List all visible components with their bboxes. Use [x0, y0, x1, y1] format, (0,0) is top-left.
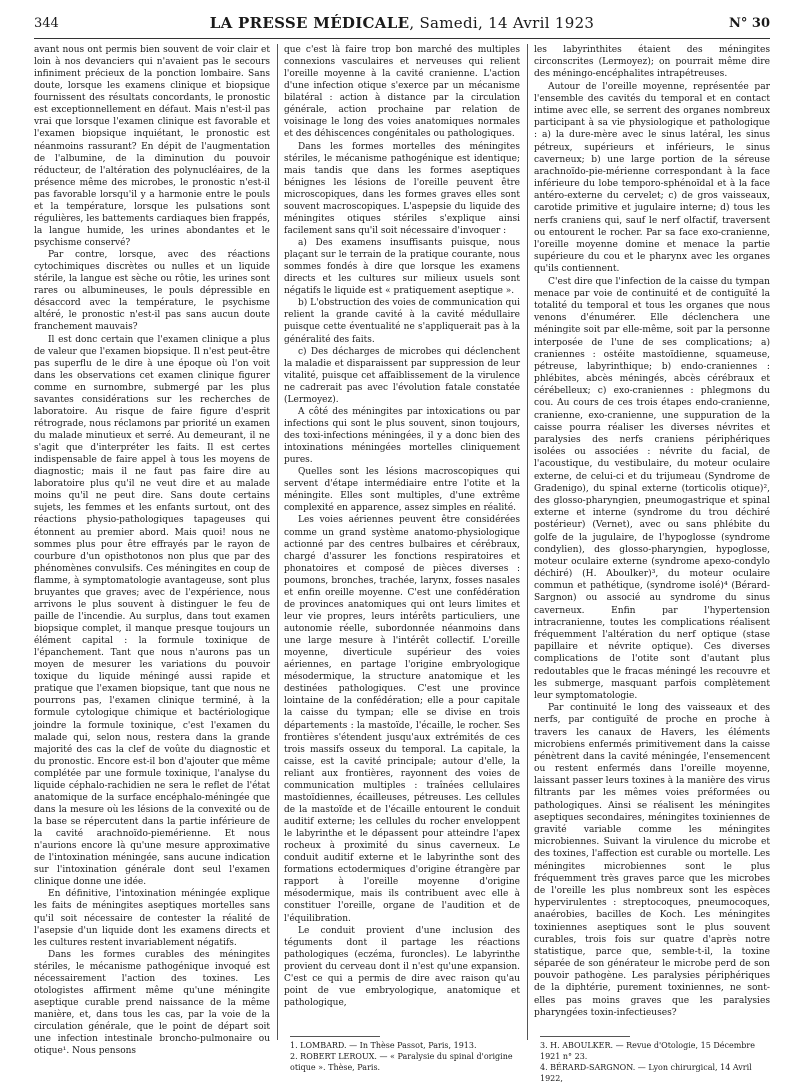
paragraph: b) L'obstruction des voies de communication qui relient la grande cavité à la cavité médullaire puisque cette éventualité ne s'appliquerait pas à la généralité des faits. [284, 298, 520, 345]
journal-name: LA PRESSE MÉDICALE [209, 14, 410, 32]
column-middle [284, 44, 520, 1009]
issue-date: , Samedi, 14 Avril 1923 [409, 14, 595, 32]
column-left [34, 44, 270, 1057]
page-number: 344 [34, 16, 59, 31]
footnote: 4. BÉRARD-SARGNON. — Lyon chirurgical, 14 Avril 1922, [540, 1063, 752, 1083]
paragraph: Dans les formes mortelles des méningites stériles, le mécanisme pathogénique est identique; mais tandis que dans les formes aseptiques bénignes les lésions de l'oreille peuvent être microscopiques, dans les formes graves elles sont souvent macroscopiques. L'aspepsie du liquide des méningites otiques stériles s'explique ainsi facilement sans qu'il soit nécessaire d'invoquer : [284, 141, 520, 236]
header-rule [34, 38, 770, 39]
paragraph: Le conduit provient d'une inclusion des téguments dont il partage les réactions pathologiques (eczéma, furoncles). Le labyrinthe provient du cerveau dont il n'est qu'une expansion. C'est ce qui a permis de dire avec raison qu'au point de vue embryologique, anatomique et pathologique, [284, 925, 520, 1008]
paragraph: Les voies aériennes peuvent être considérées comme un grand système anatomo-physiologique actionné par des centres bulbaires et cérébraux, chargé d'assurer les fonctions respiratoires et phonatoires et composé de pièces diverses : poumons, bronches, trachée, larynx, fosses nasales et enfin oreille moyenne. C'est une confédération de provinces anatomiques qui ont leurs limites et leur vie propres, leurs intérêts particuliers, une autonomie réelle, subordonnée néanmoins dans une large mesure à l'intérêt collectif. L'oreille moyenne, diverticule supérieur des voies aériennes, en partage l'origine embryologique mésodermique, la structure anatomique et les destinées pathologiques. C'est une province lointaine de la confédération; elle a pour capitale la caisse du tympan; elle se divise en trois départements : la mastoïde, l'écaille, le rocher. Ses frontières s'étendent jusqu'aux extrémités de ces trois massifs osseux du temporal. La capitale, la caisse, est la cavité principale; autour d'elle, la reliant aux frontières, rayonnent des voies de communication multiples : traînées cellulaires mastoïdiennes, écailleuses, pétreuses. Les cellules de la mastoïde et de l'écaille entourent le conduit auditif externe; les cellules du rocher enveloppent le labyrinthe et le dépassent pour atteindre l'apex rocheux à proximité du sinus caverneux. Le conduit auditif externe et le labyrinthe sont des formations ectodermiques d'origine étrangère par rapport à l'oreille moyenne d'origine mésodermique, mais ils contribuent avec elle à constituer l'oreille, organe de l'audition et de l'équilibration. [284, 515, 520, 924]
column-divider [527, 44, 528, 1040]
footnote: 1. LOMBARD. — In Thèse Passot, Paris, 1913. [290, 1041, 477, 1050]
paragraph: Par continuité le long des vaisseaux et des nerfs, par contiguïté de proche en proche à travers les canaux de Havers, les éléments microbiens enfermés primitivement dans la caisse pénètrent dans la cavité méningée, l'ensemencent ou restent enfermés dans l'oreille moyenne, laissant passer leurs toxines à la manière des virus filtrants par les mêmes voies préformées ou pathologiques. Ainsi se réalisent les méningites aseptiques secondaires, méningites toxiniennes de gravité variable comme les méningites microbiennes. Suivant la virulence du microbe et des toxines, l'affection est curable ou mortelle. Les méningites microbiennes sont le plus fréquemment très graves parce que les microbes de l'oreille les plus nombreux sont les espèces hypervirulentes : streptocoques, pneumocoques, anaérobies, bacilles de Koch. Les méningites toxiniennes aseptiques sont le plus souvent curables, trois fois sur quatre d'après notre statistique, parce que, semble-t-il, la toxine séparée de son générateur le microbe perd de son pouvoir pathogène. Les paralysies périphériques de la diphtérie, purement toxiniennes, ne sont-elles pas moins graves que les paralysies pharyngées toxin-infectieuses? [534, 703, 770, 1018]
column-right [534, 44, 770, 1019]
paragraph: Autour de l'oreille moyenne, représentée par l'ensemble des cavités du temporal et en contact intime avec elle, se serrent des organes nombreux participant à sa vie physiologique et pathologique : a) la dure-mère avec le sinus latéral, les sinus pétreux, supérieurs et inférieurs, le sinus caverneux; b) une large portion de la séreuse arachnoïdo-pie-mérienne correspondant à la face inférieure du lobe temporo-sphénoïdal et à la face antéro-externe du cervelet; c) de gros vaisseaux, carotide primitive et jugulaire interne; d) tous les nerfs craniens qui, sauf le nerf olfactif, traversent ou entourent le rocher. Par sa face exo-cranienne, l'oreille moyenne domine et menace la partie supérieure du cou et le pharynx avec les organes qu'ils contiennent. [534, 81, 770, 275]
paragraph: avant nous ont permis bien souvent de voir clair et loin à nos devanciers qui n'avaient pas le secours infiniment précieux de la ponction lombaire. Sans doute, lorsque les examens clinique et biopsique fournissent des résultats concordants, le pronostic est exceptionnellement en défaut. Mais n'est-il pas vrai que lorsque l'examen clinique est favorable et l'examen biopsique inquiétant, le pronostic est néanmoins rassurant? En dépit de l'augmentation de l'albumine, de la diminution du pouvoir réducteur, de l'altération des polynucléaires, de la présence même des microbes, le pronostic n'est-il pas favorable lorsqu'il y a harmonie entre le pouls et la température, lorsque les pulsations sont régulières, les battements cardiaques bien frappés, la langue humide, les urines abondantes et le psychisme conservé? [34, 45, 270, 248]
paragraph: A côté des méningites par intoxications ou par infections qui sont le plus souvent, sinon toujours, des toxi-infections méningées, il y a donc bien des intoxinations méningées mortelles cliniquement pures. [284, 406, 520, 466]
footnote-rule [290, 1036, 380, 1037]
paragraph: Quelles sont les lésions macroscopiques qui servent d'étape intermédiaire entre l'otite et la méningite. Elles sont multiples, d'une extrême complexité en apparence, assez simples en réalité. [284, 467, 520, 514]
issue-number: N° 30 [729, 16, 770, 31]
paragraph: c) Des décharges de microbes qui déclenchent la maladie et disparaissent par suppression de leur vitalité, puisque cet affaiblissement de la virulence ne cadrerait pas avec l'évolution fatale constatée (Lermoyez). [284, 346, 520, 405]
footnote: 3. H. ABOULKER. — Revue d'Otologie, 15 Décembre 1921 n° 23. [540, 1041, 755, 1061]
paragraph: les labyrinthites étaient des méningites circonscrites (Lermoyez); on pourrait même dire des méningo-encéphalites intrapétreuses. [534, 45, 770, 80]
paragraph: que c'est là faire trop bon marché des multiples connexions vasculaires et nerveuses qui relient l'oreille moyenne à la cavité cranienne. L'action d'une infection otique s'exerce par un mécanisme bilatéral : action à distance par la circulation générale, action prochaine par relation de voisinage le long des voies anatomiques normales et des déhiscences congénitales ou pathologiques. [284, 45, 520, 140]
footnotes-middle [290, 1040, 526, 1073]
footnote: 2. ROBERT LEROUX. — « Paralysie du spinal d'origine otique ». Thèse, Paris. [290, 1052, 513, 1072]
page-header [34, 14, 770, 36]
paragraph: Il est donc certain que l'examen clinique a plus de valeur que l'examen biopsique. Il n'est peut-être pas superflu de le dire à une époque où l'on voit dans les observations cet examen clinique figurer comme en surnombre, submergé par les plus savantes considérations sur les recherches de laboratoire. Au risque de faire figure d'esprit rétrograde, nous réclamons par priorité un examen du malade minutieux et serré. Au demeurant, il ne s'agit que d'interpréter les faits. Il est certes indispensable de faire appel à tous les moyens de diagnostic; mais il ne faut pas faire dire au laboratoire plus qu'il ne veut dire et au malade moins qu'il ne peut dire. Sans doute certains sujets, les femmes et les enfants surtout, ont des réactions physio-pathologiques tapageuses qui étonnent au premier abord. Mais quoi! nous ne sommes plus pour être effrayés par le rayon de courbure d'un opisthotonos non plus que par des phénomènes convulsifs. Ces méningites en coup de flamme, à symptomatologie avantageuse, sont plus bruyantes que graves; avec de l'expérience, nous arrivons le plus souvent à distinguer le feu de paille de l'incendie. Au surplus, dans tout examen biopsique complet, il manque presque toujours un élément capital : la formule toxinique de l'épanchement. Tant que nous n'aurons pas un moyen de mesurer les variations du pouvoir toxique du liquide méningé aussi rapide et pratique que l'examen biopsique, tant que nous ne pourrons pas, l'examen clinique terminé, à la formule cytologique chimique et bactériologique joindre la formule toxinique, c'est l'examen du malade qui, selon nous, restera dans la grande majorité des cas la clef de voûte du diagnostic et du pronostic. Encore est-il bon d'ajouter que même complétée par une formule toxinique, l'analyse du liquide céphalo-rachidien ne sera le reflet de l'état anatomique de la surface encéphalo-méningée que dans la mesure où les lésions de la convexité ou de la base se répercutent dans la partie inférieure de la cavité arachnoïdo-piemérienne. Et nous n'aurions encore là qu'une mesure approximative de l'intoxination méningée, sans aucune indication sur l'intoxination générale dont seul l'examen clinique donne une idée. [34, 334, 270, 888]
paragraph: C'est dire que l'infection de la caisse du tympan menace par voie de continuité et de contiguïté la totalité du temporal et tous les organes que nous venons d'énumérer. Elle déclenchera une méningite soit par elle-même, soit par la personne interposée de l'une de ses complications; a) craniennes : ostéite mastoïdienne, squameuse, pétreuse, labyrinthique; b) endo-craniennes : phlébites, abcès méningés, abcès cérébraux et cérébelleux; c) exo-craniennes : phlegmons du cou. Au cours de ces trois étapes endo-cranienne, cranienne, exo-cranienne, une suppuration de la caisse pourra réaliser les diverses névrites et paralysies des nerfs craniens périphériques isolées ou associées : névrite du facial, de l'acoustique, du vestibulaire, du moteur oculaire externe, de celui-ci et du trijumeau (Syndrome de Gradenigo), du spinal externe (torticolis otique)², des glosso-pharyngien, pneumogastrique et spinal externe et interne (syndrome du trou déchiré postérieur) (Vernet), avec ou sans phlébite du golfe de la jugulaire, de l'hypoglosse (syndrome condylien), des glosso-pharyngien, hypoglosse, moteur oculaire externe (syndrome apexo-condylo déchiré) (H. Aboulker)³, du moteur oculaire commun et pathétique, (syndrome isolé)⁴ (Bérard-Sargnon) ou associé au syndrome du sinus caverneux. Enfin par l'hypertension intracranienne, toutes les complications réalisent fréquemment l'altération du nerf optique (stase papillaire et névrite optique). Ces diverses complications de l'otite sont d'autant plus redoutables que le fracas méningé les recouvre et les submerge, masquant parfois complètement leur symptomatologie. [534, 276, 770, 701]
paragraph: a) Des examens insuffisants puisque, nous plaçant sur le terrain de la pratique courante, nous sommes fondés à dire que lorsque les examens directs et les cultures sur milieux usuels sont négatifs le liquide est « pratiquement aseptique ». [284, 238, 520, 297]
paragraph: En définitive, l'intoxination méningée explique les faits de méningites aseptiques mortelles sans qu'il soit nécessaire de contester la réalité de l'asepsie d'un liquide dont les examens directs et les cultures restent invariablement négatifs. [34, 889, 270, 948]
footnote-rule [540, 1036, 630, 1037]
paragraph: Dans les formes curables des méningites stériles, le mécanisme pathogénique invoqué est nécessairement l'action des toxines. Les otologistes affirment même qu'une méningite aseptique curable prend naissance de la même manière, et, dans tous les cas, par la voie de la circulation générale, que le point de départ soit une infection intestinale broncho-pulmonaire ou otique¹. Nous pensons [34, 949, 270, 1057]
paragraph: Par contre, lorsque, avec des réactions cytochimiques discrètes ou nulles et un liquide stérile, la langue est sèche ou rôtie, les urines sont rares ou albumineuses, le pouls dépressible en désaccord avec la température, le psychisme altéré, le pronostic n'est-il pas sans aucun doute franchement mauvais? [34, 250, 270, 333]
journal-title [34, 14, 770, 32]
column-divider [277, 44, 278, 1040]
footnotes-right [540, 1040, 776, 1084]
